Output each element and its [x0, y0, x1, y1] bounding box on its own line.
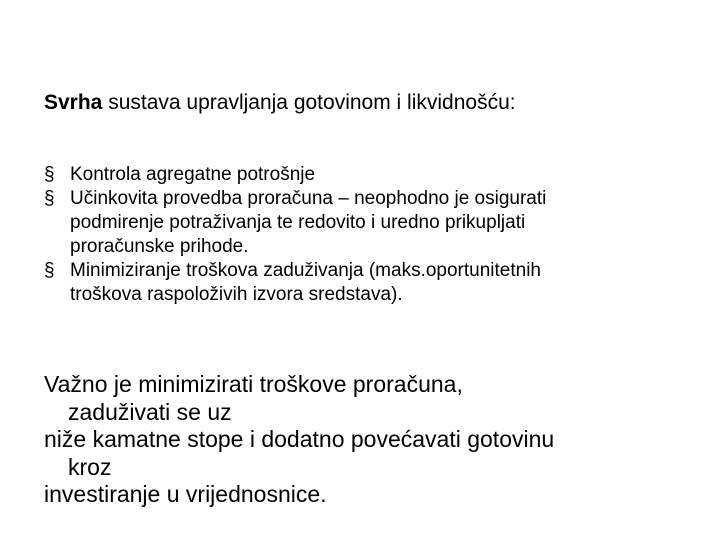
bullet-text-line: troškova raspoloživih izvora sredstava).: [70, 284, 403, 305]
heading-bold-term: Svrha: [44, 91, 103, 114]
heading-text: sustava upravljanja gotovinom i likvidnošću:: [102, 91, 516, 114]
bullet-item: [44, 163, 694, 187]
closing-line: zaduživati se uz: [68, 398, 232, 425]
closing-line: investiranje u vrijednosnice.: [44, 481, 327, 507]
bullet-marker-icon: §: [44, 260, 55, 281]
closing-line: niže kamatne stope i dodatno povećavati gotovinu: [44, 426, 555, 452]
bullet-marker-icon: §: [44, 164, 55, 185]
bullet-marker-icon: §: [44, 188, 55, 209]
bullet-text-line: Minimiziranje troškova zaduživanja (maks.oportunitetnih: [70, 260, 541, 281]
bullet-text-line: Kontrola agregatne potrošnje: [70, 164, 316, 185]
closing-line: kroz: [68, 453, 112, 480]
closing-paragraph: [44, 371, 704, 509]
bullet-text-line: proračunske prihode.: [70, 236, 249, 257]
bullet-list: [44, 163, 694, 307]
bullet-item: [44, 187, 694, 259]
bullet-item: [44, 259, 694, 307]
bullet-text-line: podmirenje potraživanja te redovito i uredno prikupljati: [70, 212, 526, 233]
bullet-text-line: Učinkovita provedba proračuna – neophodno je osigurati: [70, 188, 547, 209]
closing-line: Važno je minimizirati troškove proračuna,: [44, 371, 463, 397]
slide-heading: [44, 89, 516, 117]
